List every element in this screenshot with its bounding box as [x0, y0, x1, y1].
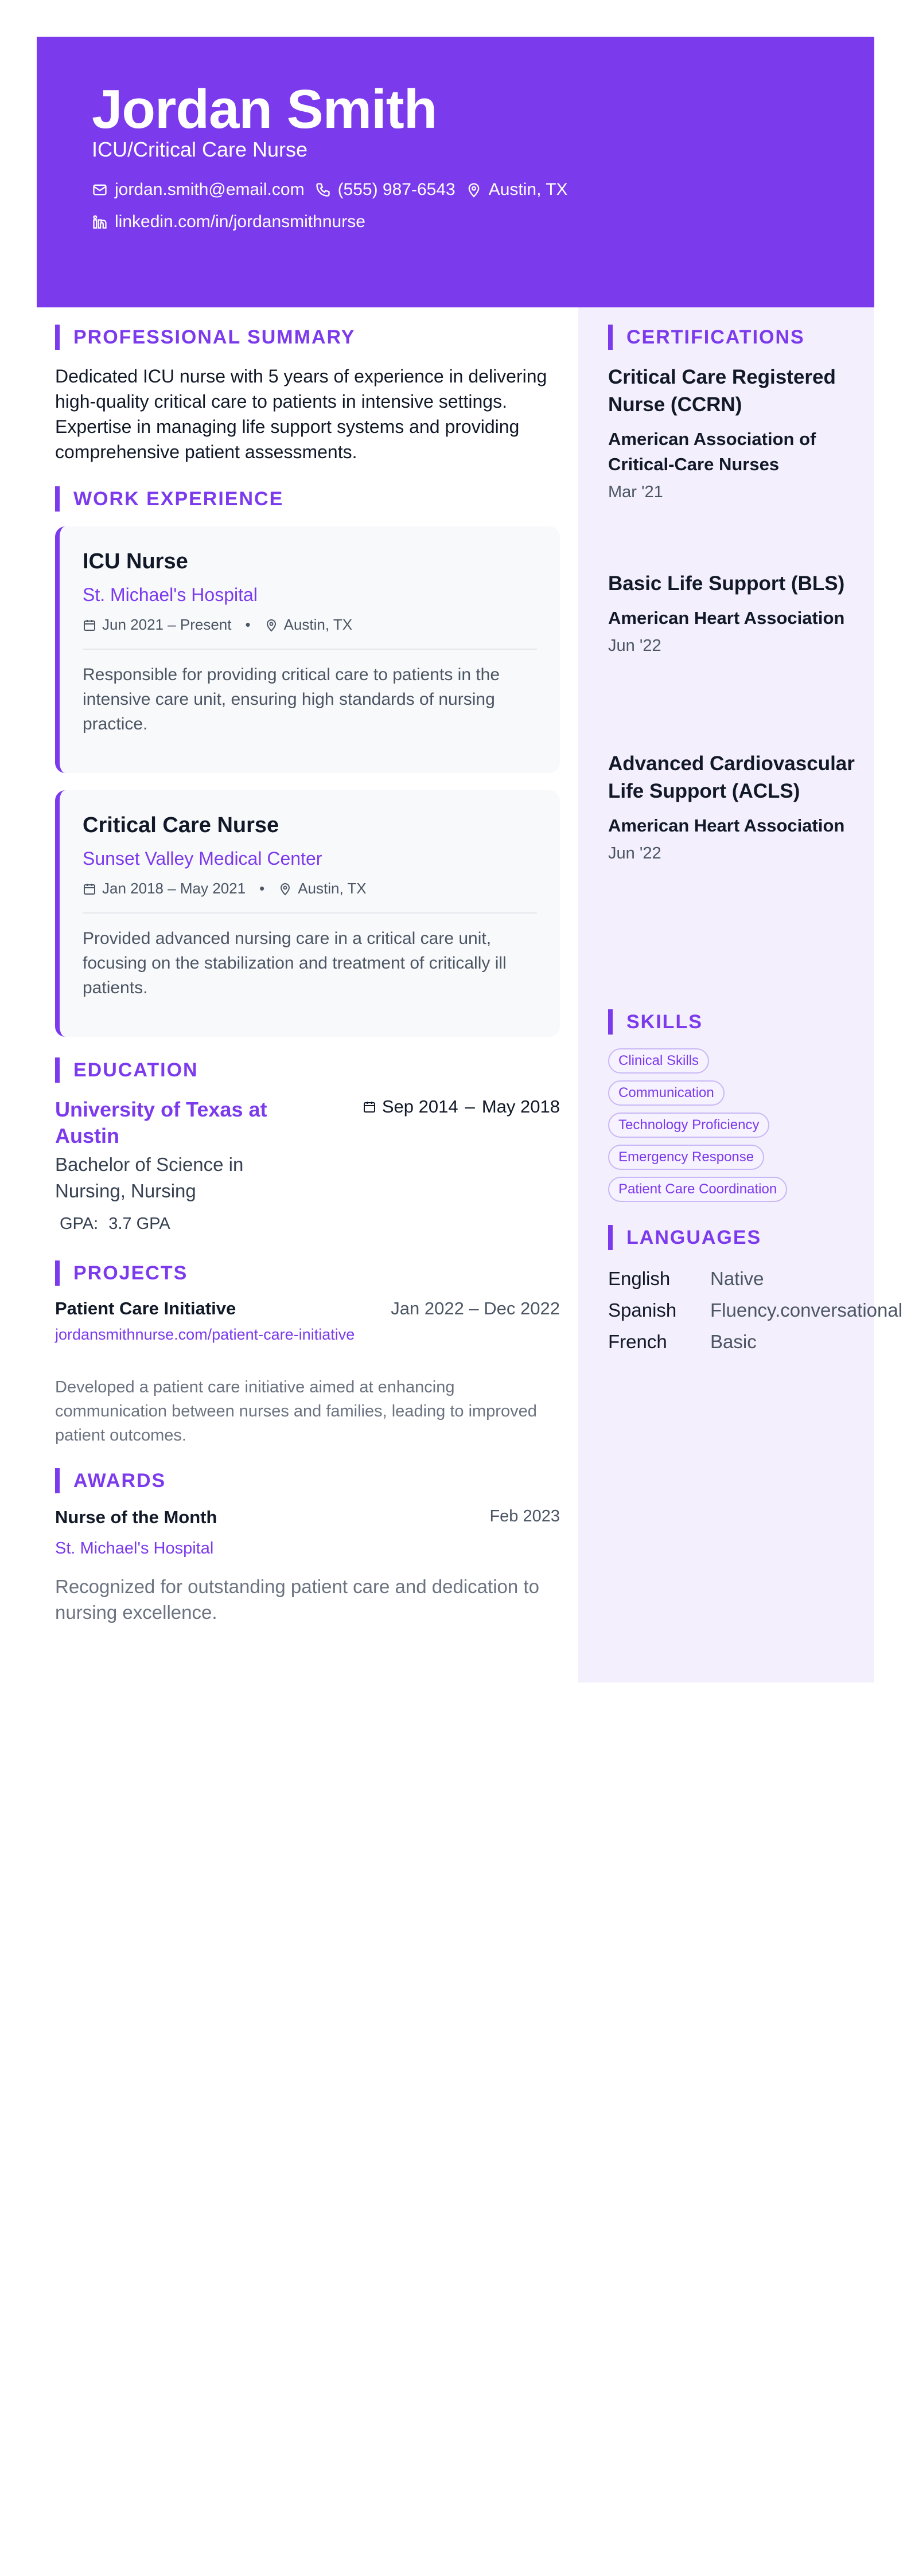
- education-school: University of Texas at Austin: [55, 1098, 267, 1148]
- job-title: Critical Care Nurse: [83, 813, 279, 837]
- certifications-heading-text: CERTIFICATIONS: [626, 326, 805, 348]
- award-description: Recognized for outstanding patient care and dedication to nursing excellence.: [55, 1576, 539, 1623]
- job-card: [55, 526, 560, 773]
- certification-item: [608, 570, 861, 655]
- job-title: ICU Nurse: [83, 549, 188, 573]
- phone-icon: [315, 182, 331, 198]
- certification-item: [608, 364, 861, 502]
- linkedin-item[interactable]: [92, 212, 365, 232]
- language-level: Basic: [710, 1331, 757, 1352]
- heading-accent-bar: [55, 1260, 60, 1286]
- skills-heading: [608, 1009, 703, 1035]
- awards-heading-text: AWARDS: [73, 1469, 166, 1492]
- certification-name: Advanced Cardiovascular Life Support (ACLS): [608, 752, 855, 802]
- education-end: May 2018: [481, 1096, 560, 1117]
- award-date: Feb 2023: [489, 1507, 560, 1525]
- job-dates: Jan 2018 – May 2021: [102, 880, 246, 897]
- skill-tag: Technology Proficiency: [608, 1113, 769, 1138]
- certification-date: Mar '21: [608, 483, 663, 501]
- job-description: Provided advanced nursing care in a critical care unit, focusing on the stabilization and treatment of critically ill patients.: [83, 929, 507, 997]
- divider: [83, 649, 537, 650]
- mail-icon: [92, 182, 108, 198]
- certification-org: American Heart Association: [608, 815, 845, 836]
- projects-heading-text: PROJECTS: [73, 1262, 188, 1284]
- linkedin-row: [92, 212, 376, 232]
- heading-accent-bar: [55, 1468, 60, 1493]
- job-location: Austin, TX: [283, 616, 353, 633]
- calendar-icon: [83, 618, 96, 632]
- languages-heading: [608, 1225, 761, 1250]
- sidebar-panel: [578, 307, 874, 1683]
- job-meta: [83, 880, 537, 897]
- experience-heading: [55, 486, 283, 512]
- certification-item: [608, 750, 861, 863]
- email-item[interactable]: [92, 180, 305, 200]
- separator-dot: •: [259, 880, 265, 897]
- heading-accent-bar: [55, 486, 60, 512]
- certification-date: Jun '22: [608, 637, 661, 655]
- languages-list: [608, 1263, 911, 1357]
- experience-heading-text: WORK EXPERIENCE: [73, 487, 284, 510]
- award-org: St. Michael's Hospital: [55, 1539, 214, 1558]
- map-pin-icon: [466, 182, 482, 198]
- phone-item[interactable]: [315, 180, 456, 200]
- heading-accent-bar: [608, 1225, 613, 1250]
- candidate-title: ICU/Critical Care Nurse: [92, 138, 308, 161]
- awards-heading: [55, 1468, 166, 1493]
- job-company: Sunset Valley Medical Center: [83, 848, 322, 869]
- education-dates: [363, 1096, 560, 1117]
- heading-accent-bar: [608, 325, 613, 350]
- calendar-icon: [363, 1100, 376, 1114]
- skill-tag: Clinical Skills: [608, 1048, 709, 1074]
- contact-row: [92, 180, 578, 200]
- job-location: Austin, TX: [298, 880, 367, 897]
- candidate-name: Jordan Smith: [92, 79, 437, 140]
- job-description: Responsible for providing critical care to patients in the intensive care unit, ensuring high standards of nursing practice.: [83, 665, 500, 733]
- location-item: [466, 180, 568, 200]
- certification-org: American Heart Association: [608, 608, 845, 628]
- languages-heading-text: LANGUAGES: [626, 1226, 762, 1248]
- project-name: Patient Care Initiative: [55, 1298, 236, 1318]
- heading-accent-bar: [608, 1009, 613, 1035]
- linkedin-icon: [92, 214, 108, 230]
- language-name: English: [608, 1268, 671, 1289]
- heading-accent-bar: [55, 1057, 60, 1083]
- divider: [83, 912, 537, 914]
- resume-page: [37, 37, 903, 1683]
- language-level: Native: [710, 1268, 764, 1289]
- education-heading-text: EDUCATION: [73, 1059, 198, 1081]
- map-pin-icon: [264, 618, 278, 632]
- job-company: St. Michael's Hospital: [83, 584, 258, 605]
- language-level: Fluency.conversational: [710, 1299, 903, 1321]
- linkedin-text: linkedin.com/in/jordansmithnurse: [115, 212, 365, 231]
- certification-org: American Association of Critical-Care Nurses: [608, 429, 816, 474]
- map-pin-icon: [278, 882, 292, 896]
- job-card: [55, 790, 560, 1037]
- gpa-value: 3.7 GPA: [108, 1215, 170, 1233]
- language-name: French: [608, 1331, 667, 1352]
- skill-tag: Emergency Response: [608, 1145, 764, 1170]
- summary-text: Dedicated ICU nurse with 5 years of experience in delivering high-quality critical care to patients in intensive settings. Expertise in managing life support systems and providing comprehensive patient assessments.: [55, 366, 547, 462]
- skill-tag: Communication: [608, 1080, 725, 1106]
- summary-heading: [55, 325, 355, 350]
- phone-text: (555) 987-6543: [337, 180, 456, 199]
- certifications-heading: [608, 325, 805, 350]
- language-row: [608, 1294, 911, 1326]
- projects-heading: [55, 1260, 188, 1286]
- project-description: Developed a patient care initiative aimed at enhancing communication between nurses and families, leading to improved patient outcomes.: [55, 1378, 537, 1445]
- certification-name: Basic Life Support (BLS): [608, 572, 845, 595]
- language-row: [608, 1326, 911, 1357]
- skills-list: [608, 1048, 861, 1209]
- project-link[interactable]: jordansmithnurse.com/patient-care-initiative: [55, 1326, 355, 1343]
- language-name: Spanish: [608, 1299, 677, 1321]
- location-text: Austin, TX: [488, 180, 568, 199]
- skill-tag: Patient Care Coordination: [608, 1177, 787, 1202]
- education-degree: Bachelor of Science in Nursing, Nursing: [55, 1154, 244, 1201]
- award-name: Nurse of the Month: [55, 1507, 217, 1527]
- separator-dot: •: [245, 616, 251, 633]
- resume-header: [37, 37, 874, 307]
- skills-heading-text: SKILLS: [626, 1010, 703, 1033]
- language-row: [608, 1263, 911, 1294]
- date-dash: –: [465, 1096, 475, 1117]
- job-meta: [83, 616, 537, 634]
- job-dates: Jun 2021 – Present: [102, 616, 232, 633]
- education-heading: [55, 1057, 198, 1083]
- education-start: Sep 2014: [381, 1096, 458, 1117]
- summary-heading-text: PROFESSIONAL SUMMARY: [73, 326, 356, 348]
- certification-date: Jun '22: [608, 844, 661, 862]
- calendar-icon: [83, 882, 96, 896]
- heading-accent-bar: [55, 325, 60, 350]
- certification-name: Critical Care Registered Nurse (CCRN): [608, 366, 836, 416]
- education-gpa: [60, 1215, 170, 1234]
- email-text: jordan.smith@email.com: [115, 180, 305, 199]
- project-dates: Jan 2022 – Dec 2022: [391, 1298, 560, 1318]
- gpa-label: GPA:: [60, 1215, 99, 1233]
